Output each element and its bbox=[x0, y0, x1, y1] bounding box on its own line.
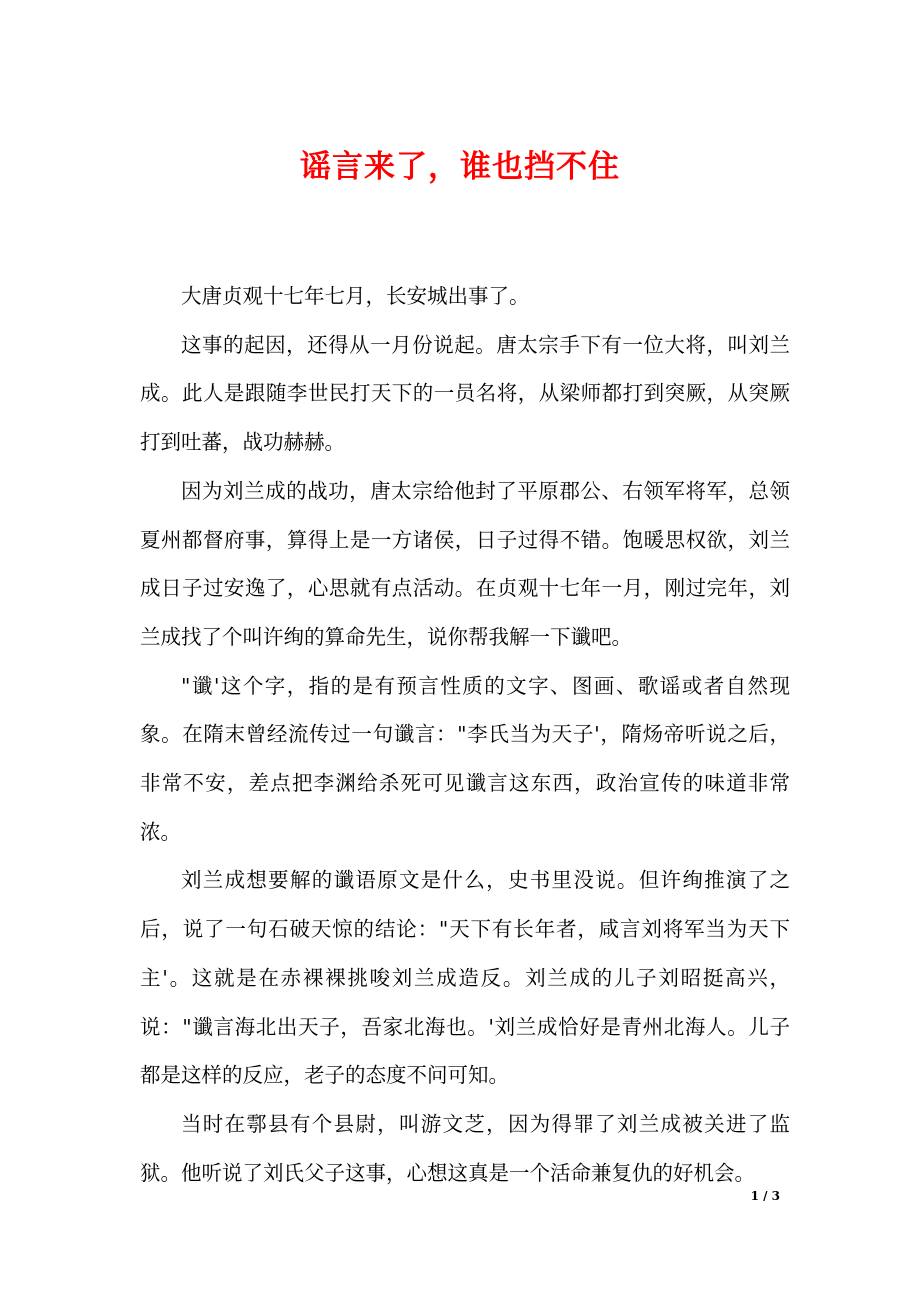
document-body bbox=[140, 272, 790, 1197]
paragraph: 当时在鄠县有个县尉，叫游文芝，因为得罪了刘兰成被关进了监狱。他听说了刘氏父子这事，心想这真是一个活命兼复仇的好机会。 bbox=[140, 1111, 790, 1185]
paragraph: 刘兰成想要解的谶语原文是什么，史书里没说。但许绚推演了之后，说了一句石破天惊的结论："天下有长年者，咸言刘将军当为天下主'。这就是在赤裸裸挑唆刘兰成造反。刘兰成的儿子刘昭挺高兴，说："谶言海北出天子，吾家北海也。'刘兰成恰好是青州北海人。儿子都是这样的反应，老子的态度不问可知。 bbox=[140, 868, 790, 1088]
paragraph: "谶'这个字，指的是有预言性质的文字、图画、歌谣或者自然现象。在隋末曾经流传过一句谶言："李氏当为天子'，隋炀帝听说之后，非常不安，差点把李渊给杀死可见谶言这东西，政治宣传的味道非常浓。 bbox=[140, 673, 790, 844]
document-title: 谣言来了，谁也挡不住 bbox=[300, 149, 620, 185]
page-number: 1 / 3 bbox=[750, 1189, 780, 1203]
paragraph: 因为刘兰成的战功，唐太宗给他封了平原郡公、右领军将军，总领夏州都督府事，算得上是一方诸侯，日子过得不错。饱暖思权欲，刘兰成日子过安逸了，心思就有点活动。在贞观十七年一月，刚过完年，刘兰成找了个叫许绚的算命先生，说你帮我解一下谶吧。 bbox=[140, 478, 790, 649]
paragraph: 大唐贞观十七年七月，长安城出事了。 bbox=[181, 284, 530, 308]
paragraph: 这事的起因，还得从一月份说起。唐太宗手下有一位大将，叫刘兰成。此人是跟随李世民打天下的一员名将，从梁师都打到突厥，从突厥打到吐蕃，战功赫赫。 bbox=[140, 332, 790, 455]
